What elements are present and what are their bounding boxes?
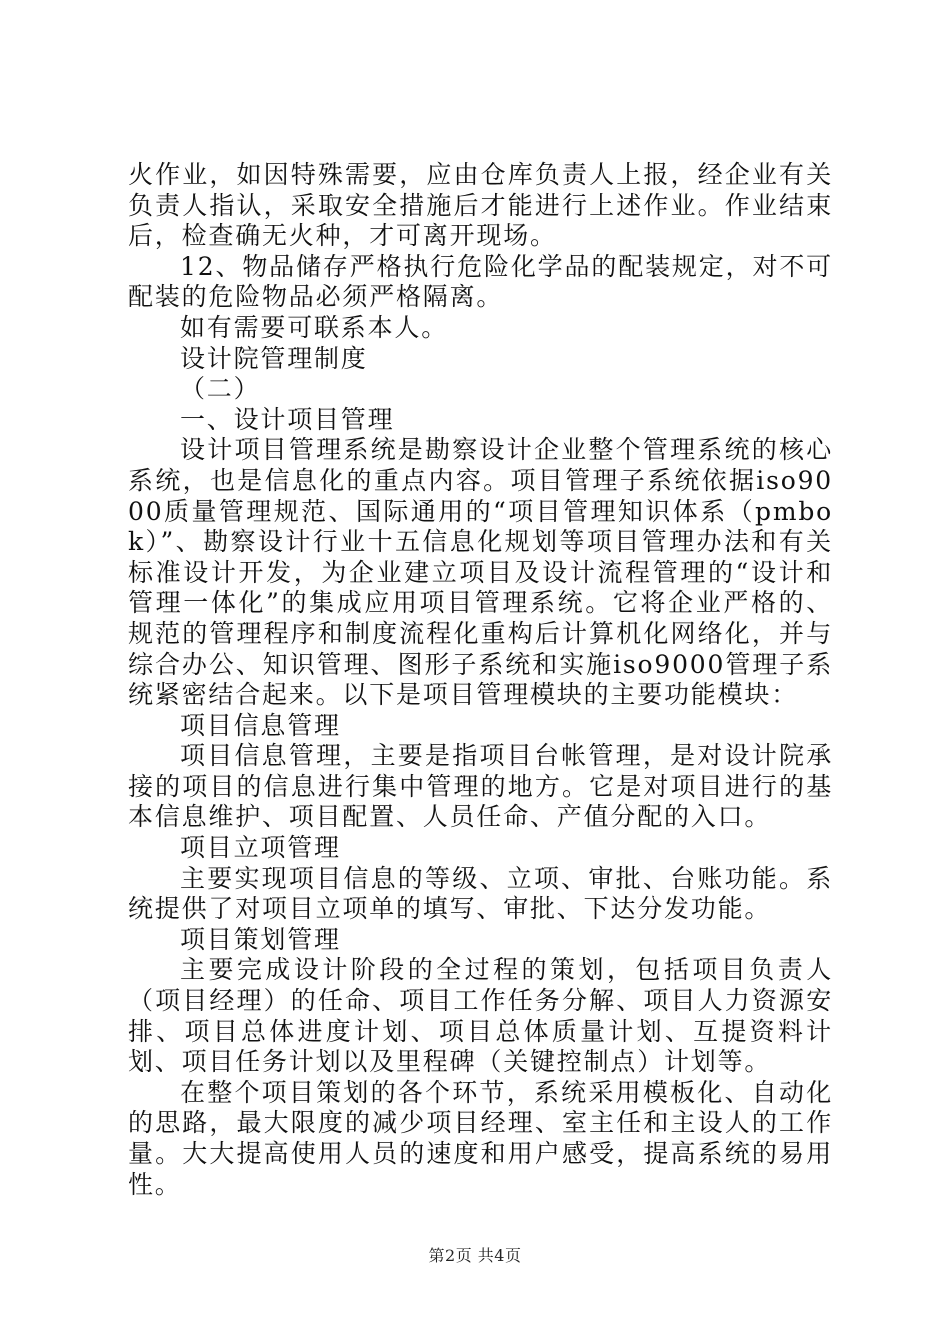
paragraph: 主要实现项目信息的等级、立项、审批、台账功能。系统提供了对项目立项单的填写、审批、下达分发功能。: [128, 863, 833, 924]
page-number-label: 第2页 共4页: [428, 1246, 522, 1265]
paragraph: 在整个项目策划的各个环节，系统采用模板化、自动化的思路，最大限度的减少项目经理、室主任和主设人的工作量。大大提高使用人员的速度和用户感受，提高系统的易用性。: [128, 1077, 833, 1199]
section-heading: 项目立项管理: [180, 833, 341, 863]
section-heading: 项目信息管理: [180, 710, 341, 740]
document-body: [128, 160, 833, 1200]
paragraph: 设计项目管理系统是勘察设计企业整个管理系统的核心系统，也是信息化的重点内容。项目管理子系统依据iso9000质量管理规范、国际通用的“项目管理知识体系（pmbok）”、勘察设计行业十五信息化规划等项目管理办法和有关标准设计开发，为企业建立项目及设计流程管理的“设计和管理一体化”的集成应用项目管理系统。它将企业严格的、规范的管理程序和制度流程化重构后计算机化网络化，并与综合办公、知识管理、图形子系统和实施iso9000管理子系统紧密结合起来。以下是项目管理模块的主要功能模块：: [128, 435, 833, 710]
section-heading: 项目策划管理: [180, 924, 341, 954]
paragraph: 项目信息管理，主要是指项目台帐管理，是对设计院承接的项目的信息进行集中管理的地方。它是对项目进行的基本信息维护、项目配置、人员任命、产值分配的入口。: [128, 741, 833, 832]
paragraph: 12、物品储存严格执行危险化学品的配装规定，对不可配装的危险物品必须严格隔离。: [128, 251, 833, 312]
page-footer: [0, 1243, 950, 1266]
section-heading: 设计院管理制度: [180, 343, 368, 373]
paragraph: 如有需要可联系本人。: [180, 312, 449, 342]
paragraph: 主要完成设计阶段的全过程的策划，包括项目负责人（项目经理）的任命、项目工作任务分解、项目人力资源安排、项目总体进度计划、项目总体质量计划、互提资料计划、项目任务计划以及里程碑（关键控制点）计划等。: [128, 955, 833, 1077]
section-heading: 一、设计项目管理: [180, 404, 395, 434]
section-heading: （二）: [180, 374, 261, 404]
paragraph: 火作业，如因特殊需要，应由仓库负责人上报，经企业有关负责人指认，采取安全措施后才能进行上述作业。作业结束后，检查确无火种，才可离开现场。: [128, 160, 833, 251]
